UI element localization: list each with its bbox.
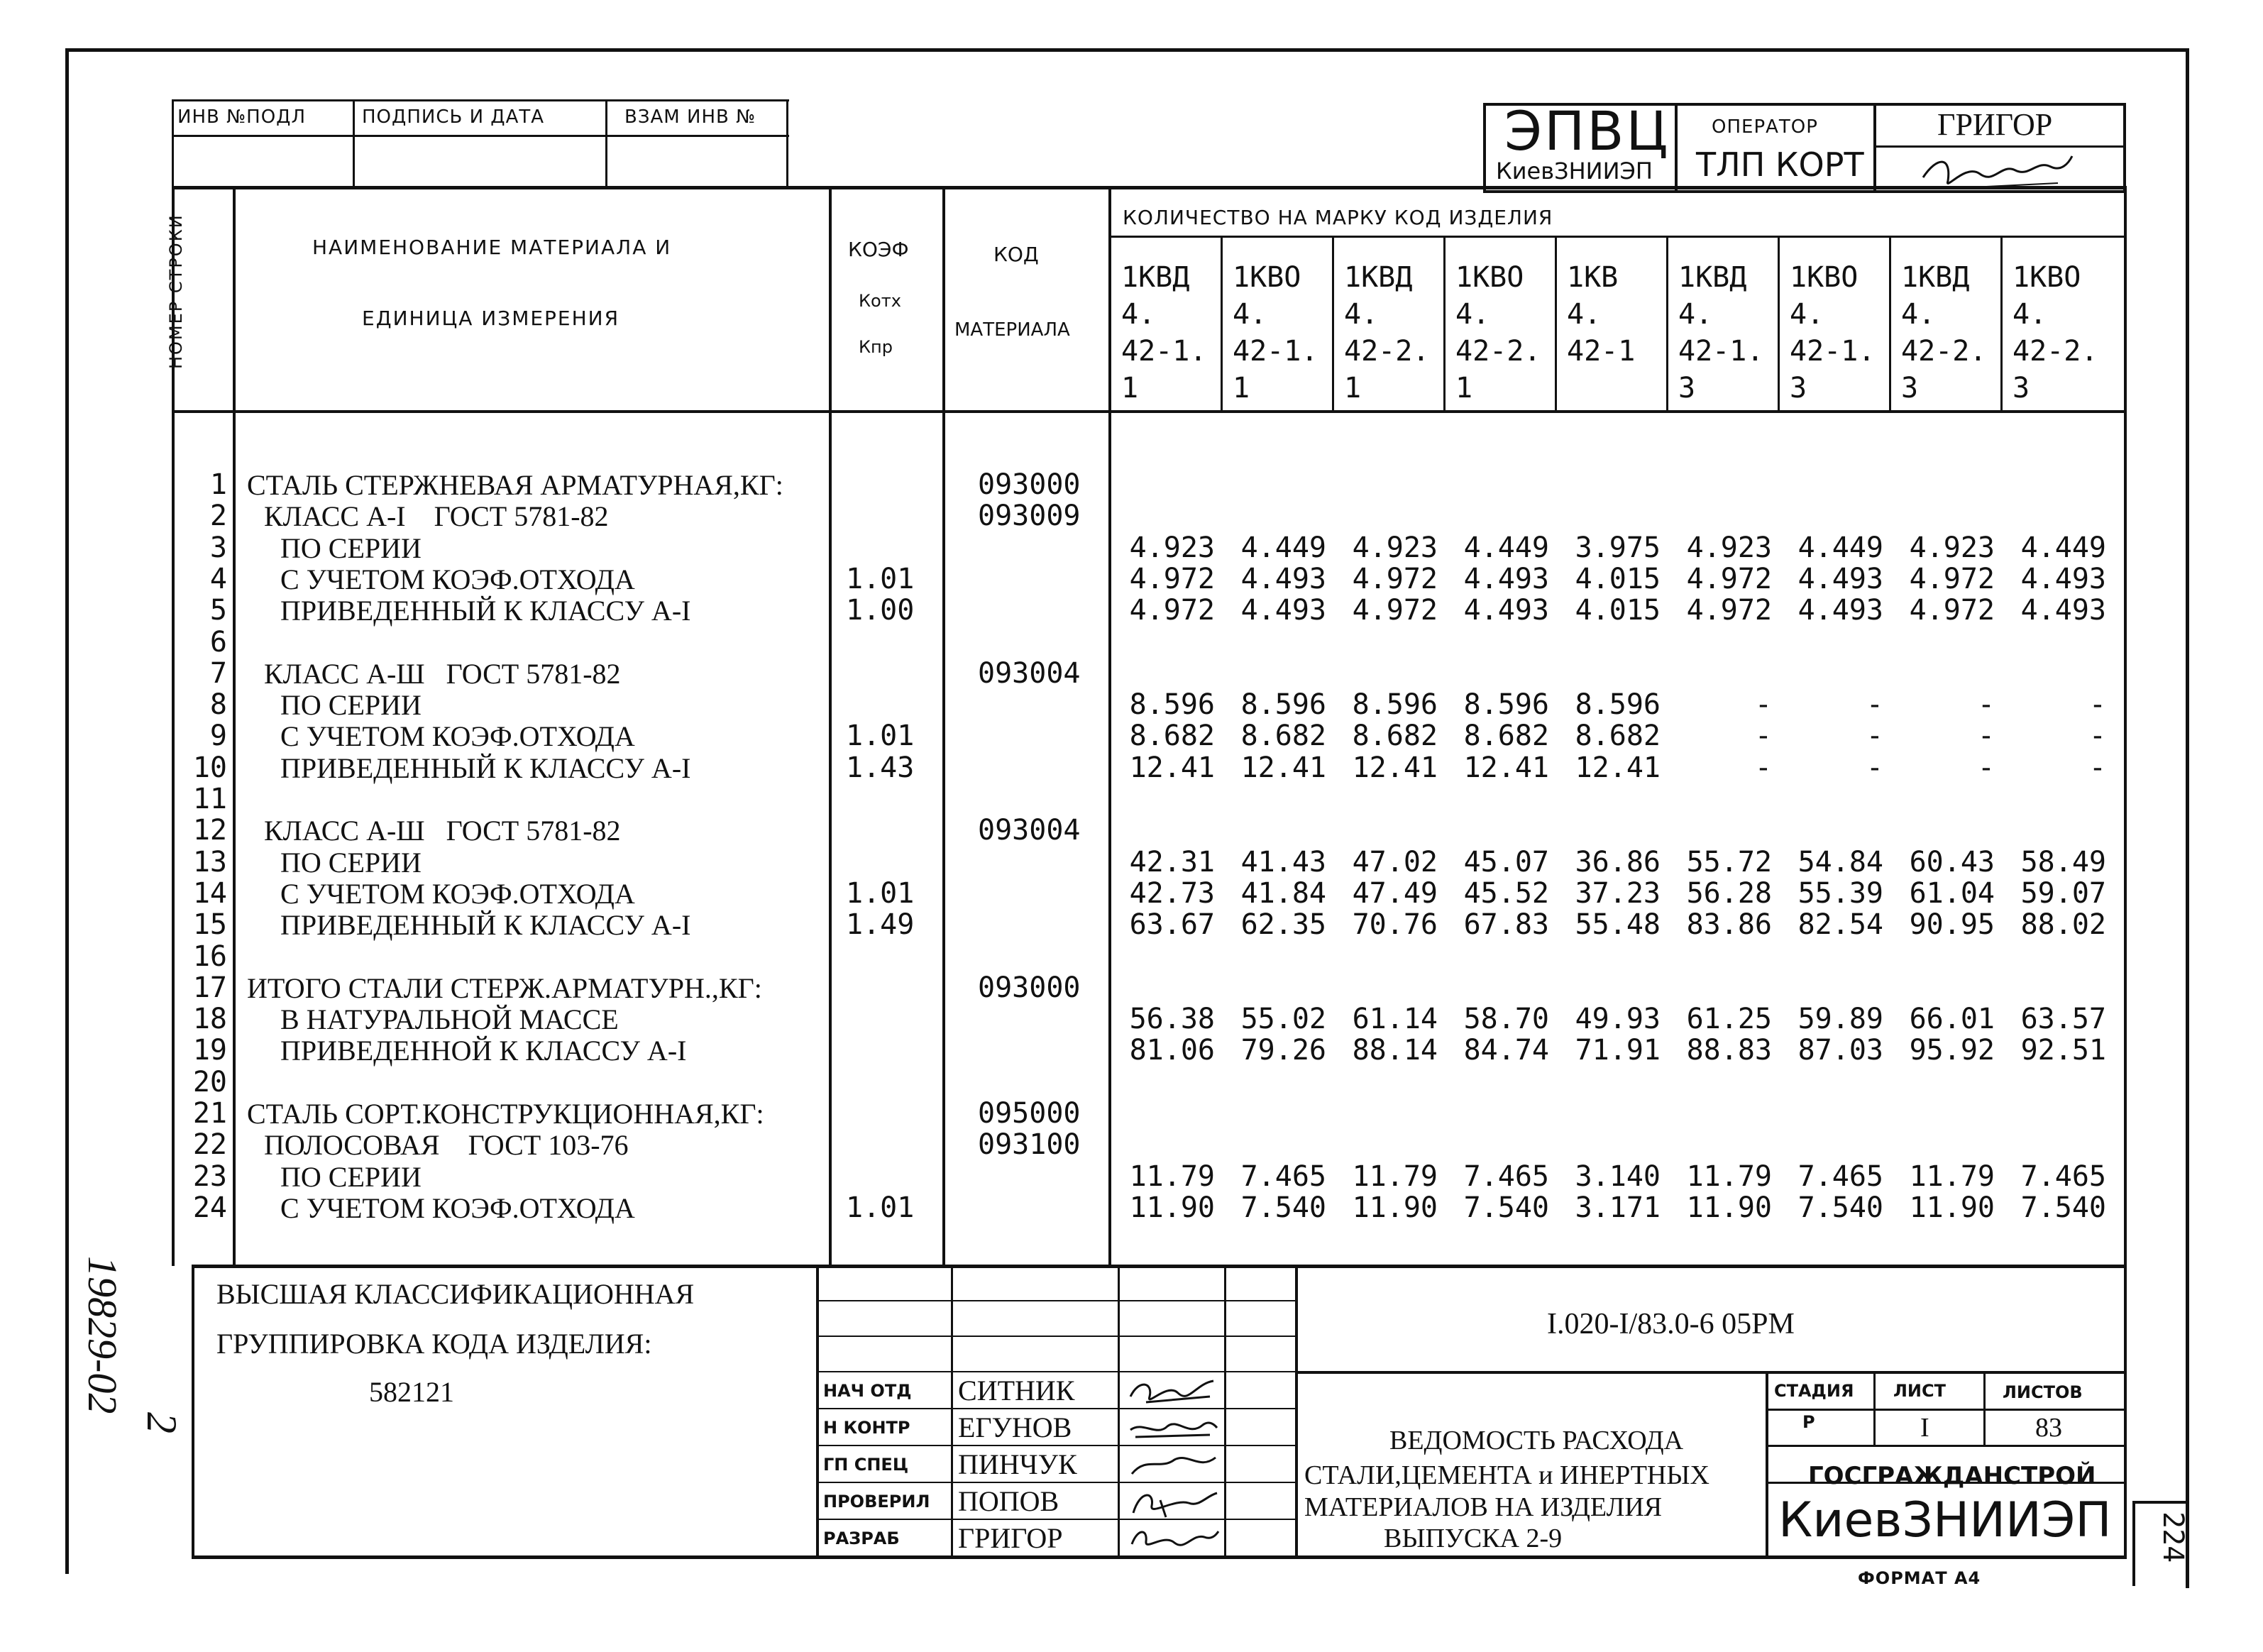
quantity-cell: 41.84 [1240,876,1326,910]
quantity-cell: 36.86 [1575,845,1661,879]
org-epvc: ЭПВЦ [1504,99,1670,163]
coefficient: 1.43 [846,751,915,784]
operator-value: ТЛП КОРТ [1696,145,1864,184]
header-kpr: Кпр [859,337,893,357]
handwritten-signature [1125,1412,1221,1446]
quantity-cell: 87.03 [1797,1034,1883,1067]
quantity-cell: 4.493 [1797,594,1883,627]
quantity-cell: 8.682 [1463,720,1549,753]
stamp-vzam-inv: ВЗАМ ИНВ № [624,106,756,128]
org-institute: КиевЗНИИЭП [1496,158,1653,185]
material-name: КЛАСС А-I ГОСТ 5781-82 [264,500,609,533]
material-name: ПРИВЕДЕННЫЙ К КЛАССУ А-I [280,909,691,942]
sig-name: ПОПОВ [958,1485,1059,1517]
material-code: 093000 [978,468,1081,501]
outer-frame-top [65,48,2187,52]
mark-header: 1КВД 4. 42-1. 3 [1678,261,1764,404]
quantity-cell: 61.25 [1686,1003,1772,1036]
title-line1: ВЕДОМОСТЬ РАСХОДА [1389,1426,1684,1455]
row-number: 20 [192,1065,227,1098]
material-name: С УЧЕТОМ КОЭФ.ОТХОДА [280,1191,635,1224]
material-name: ИТОГО СТАЛИ СТЕРЖ.АРМАТУРН.,КГ: [247,971,762,1004]
quantity-cell: - [1754,751,1772,784]
quantity-cell: 88.14 [1352,1034,1438,1067]
material-name: ПО СЕРИИ [280,1160,422,1193]
quantity-cell: 11.90 [1909,1191,1995,1224]
quantity-cell: - [2088,751,2106,784]
quantity-cell: 7.465 [1797,1160,1883,1193]
quantity-cell: 88.02 [2020,908,2106,942]
handwritten-signature [1125,1449,1221,1483]
quantity-cell: - [1977,720,1995,753]
quantity-cell: 8.596 [1463,688,1549,722]
quantity-cell: 7.540 [2020,1191,2106,1224]
quantity-cell: 49.93 [1575,1003,1661,1036]
quantity-cell: 45.07 [1463,845,1549,879]
operator-name: ГРИГОР [1937,107,2053,142]
quantity-cell: 4.972 [1129,562,1215,595]
quantity-cell: 4.972 [1686,594,1772,627]
row-number: 22 [192,1128,227,1162]
quantity-cell: 42.31 [1129,845,1215,879]
quantity-cell: 61.04 [1909,876,1995,910]
mark-header: 1КВД 4. 42-2. 3 [1901,261,1987,404]
margin-number: 2 [138,1412,185,1433]
quantity-cell: 4.972 [1352,562,1438,595]
coefficient: 1.01 [846,562,915,595]
quantity-cell: 8.596 [1575,688,1661,722]
row-number: 5 [209,594,227,627]
coefficient: 1.01 [846,720,915,753]
sig-name: ГРИГОР [958,1522,1063,1554]
material-name: С УЧЕТОМ КОЭФ.ОТХОДА [280,720,635,753]
material-name: ПО СЕРИИ [280,532,422,564]
title-line2: СТАЛИ,ЦЕМЕНТА и ИНЕРТНЫХ [1304,1460,1709,1490]
mark-header: 1КВО 4. 42-1. 3 [1790,261,1876,404]
sig-role: ГП СПЕЦ [823,1455,909,1475]
quantity-cell: 8.596 [1352,688,1438,722]
quantity-cell: 55.48 [1575,908,1661,942]
quantity-cell: - [1977,751,1995,784]
mark-header: 1КВД 4. 42-2. 1 [1344,261,1430,404]
material-code: 093004 [978,814,1081,847]
format-label: ФОРМАТ А4 [1858,1568,1981,1588]
material-name: КЛАСС А-Ш ГОСТ 5781-82 [264,657,621,690]
page-number: 224 [2157,1511,2189,1563]
quantity-cell: 11.90 [1129,1191,1215,1224]
sheet-value: I [1920,1413,1929,1443]
quantity-cell: 11.79 [1129,1160,1215,1193]
header-qty-title: КОЛИЧЕСТВО НА МАРКУ КОД ИЗДЕЛИЯ [1123,206,1553,229]
quantity-cell: 79.26 [1240,1034,1326,1067]
sheet-label: ЛИСТ [1893,1381,1947,1401]
quantity-cell: - [2088,720,2106,753]
material-name: СТАЛЬ СОРТ.КОНСТРУКЦИОННАЯ,КГ: [247,1098,764,1130]
row-number: 16 [192,940,227,973]
material-name: ПРИВЕДЕННОЙ К КЛАССУ А-I [280,1035,687,1067]
quantity-cell: - [1866,688,1883,722]
quantity-cell: 4.923 [1129,531,1215,564]
quantity-cell: 56.28 [1686,876,1772,910]
quantity-cell: 7.540 [1240,1191,1326,1224]
material-name: ПРИВЕДЕННЫЙ К КЛАССУ А-I [280,751,691,784]
quantity-cell: 47.02 [1352,845,1438,879]
quantity-cell: 4.493 [2020,594,2106,627]
material-name: ПРИВЕДЕННЫЙ К КЛАССУ А-I [280,595,691,627]
sig-role: ПРОВЕРИЛ [823,1492,930,1511]
quantity-cell: 11.90 [1686,1191,1772,1224]
mark-header: 1КВ 4. 42-1 [1567,261,1636,368]
sheets-value: 83 [2035,1413,2062,1443]
row-number: 2 [209,500,227,533]
quantity-cell: 4.923 [1352,531,1438,564]
material-code: 093100 [978,1128,1081,1162]
row-number: 6 [209,625,227,659]
coefficient: 1.01 [846,876,915,910]
title-line3: МАТЕРИАЛОВ НА ИЗДЕЛИЯ [1304,1492,1663,1522]
quantity-cell: 11.79 [1352,1160,1438,1193]
quantity-cell: 95.92 [1909,1034,1995,1067]
quantity-cell: 4.493 [1463,562,1549,595]
material-code: 093004 [978,656,1081,690]
quantity-cell: 12.41 [1575,751,1661,784]
material-name: С УЧЕТОМ КОЭФ.ОТХОДА [280,563,635,595]
sig-name: ЕГУНОВ [958,1411,1072,1443]
quantity-cell: 7.465 [1240,1160,1326,1193]
quantity-cell: 41.43 [1240,845,1326,879]
quantity-cell: 59.89 [1797,1003,1883,1036]
quantity-cell: 4.972 [1129,594,1215,627]
quantity-cell: 4.449 [1240,531,1326,564]
material-code: 095000 [978,1097,1081,1130]
row-number: 23 [192,1160,227,1193]
coefficient: 1.00 [846,594,915,627]
quantity-cell: 8.682 [1352,720,1438,753]
quantity-cell: 71.91 [1575,1034,1661,1067]
quantity-cell: 55.72 [1686,845,1772,879]
quantity-cell: 83.86 [1686,908,1772,942]
quantity-cell: 4.015 [1575,562,1661,595]
quantity-cell: 11.79 [1686,1160,1772,1193]
quantity-cell: 90.95 [1909,908,1995,942]
header-material-line2: ЕДИНИЦА ИЗМЕРЕНИЯ [362,307,620,330]
quantity-cell: 4.493 [1240,562,1326,595]
outer-frame-left [65,48,69,1574]
sig-name: ПИНЧУК [958,1448,1077,1480]
quantity-cell: 58.70 [1463,1003,1549,1036]
quantity-cell: 8.682 [1575,720,1661,753]
quantity-cell: 4.493 [1797,562,1883,595]
quantity-cell: 47.49 [1352,876,1438,910]
quantity-cell: 3.975 [1575,531,1661,564]
quantity-cell: 66.01 [1909,1003,1995,1036]
quantity-cell: 4.015 [1575,594,1661,627]
quantity-cell: 88.83 [1686,1034,1772,1067]
classification-line2: ГРУППИРОВКА КОДА ИЗДЕЛИЯ: [216,1328,652,1360]
row-number: 18 [192,1003,227,1036]
row-number: 3 [209,531,227,564]
row-number: 21 [192,1097,227,1130]
archive-number: 19829-02 [79,1256,126,1414]
title-line4: ВЫПУСКА 2-9 [1384,1524,1563,1553]
quantity-cell: 37.23 [1575,876,1661,910]
quantity-cell: 42.73 [1129,876,1215,910]
row-number: 9 [209,720,227,753]
quantity-cell: - [1866,720,1883,753]
coefficient: 1.49 [846,908,915,942]
stamp-inv-podl: ИНВ №ПОДЛ [177,106,307,128]
header-koef: КОЭФ [848,238,909,261]
material-name: С УЧЕТОМ КОЭФ.ОТХОДА [280,877,635,910]
material-name: СТАЛЬ СТЕРЖНЕВАЯ АРМАТУРНАЯ,КГ: [247,469,783,501]
quantity-cell: 55.39 [1797,876,1883,910]
row-number: 10 [192,751,227,784]
quantity-cell: 11.79 [1909,1160,1995,1193]
header-kod: КОД [993,243,1039,266]
row-number: 24 [192,1191,227,1224]
header-material-code: МАТЕРИАЛА [954,319,1070,341]
stage-label: СТАДИЯ [1774,1381,1854,1401]
quantity-cell: 60.43 [1909,845,1995,879]
header-row-number: НОМЕР СТРОКИ [166,214,186,369]
quantity-cell: 84.74 [1463,1034,1549,1067]
row-number: 17 [192,971,227,1004]
sig-role: РАЗРАБ [823,1529,900,1548]
material-name: ПО СЕРИИ [280,689,422,722]
quantity-cell: - [1754,720,1772,753]
quantity-cell: 7.465 [1463,1160,1549,1193]
row-number: 13 [192,845,227,879]
header-material-line1: НАИМЕНОВАНИЕ МАТЕРИАЛА И [312,236,672,259]
sig-role: Н КОНТР [823,1418,910,1438]
quantity-cell: 12.41 [1129,751,1215,784]
stamp-podpis-data: ПОДПИСЬ И ДАТА [362,106,545,128]
handwritten-signature [1125,1523,1221,1557]
quantity-cell: 4.972 [1352,594,1438,627]
material-name: В НАТУРАЛЬНОЙ МАССЕ [280,1003,619,1036]
quantity-cell: 3.171 [1575,1191,1661,1224]
operator-label: ОПЕРАТОР [1712,116,1818,138]
mark-header: 1КВД 4. 42-1. 1 [1121,261,1207,404]
sig-name: СИТНИК [958,1375,1075,1406]
quantity-cell: 12.41 [1352,751,1438,784]
quantity-cell: 81.06 [1129,1034,1215,1067]
row-number: 14 [192,876,227,910]
quantity-cell: 3.140 [1575,1160,1661,1193]
quantity-cell: - [1754,688,1772,722]
mark-header: 1КВО 4. 42-2. 3 [2013,261,2098,404]
row-number: 1 [209,468,227,501]
quantity-cell: 8.596 [1240,688,1326,722]
quantity-cell: 4.493 [1240,594,1326,627]
quantity-cell: 4.449 [1797,531,1883,564]
material-name: КЛАСС А-Ш ГОСТ 5781-82 [264,815,621,847]
material-code: 093000 [978,971,1081,1004]
quantity-cell: 82.54 [1797,908,1883,942]
handwritten-signature [1125,1486,1221,1520]
quantity-cell: 4.972 [1686,562,1772,595]
mark-header: 1КВО 4. 42-2. 1 [1455,261,1541,404]
quantity-cell: 12.41 [1463,751,1549,784]
material-name: ПОЛОСОВАЯ ГОСТ 103-76 [264,1129,629,1162]
quantity-cell: 63.67 [1129,908,1215,942]
quantity-cell: 63.57 [2020,1003,2106,1036]
stage-value: Р [1802,1412,1815,1432]
outer-frame-right [2186,48,2189,1588]
quantity-cell: - [1866,751,1883,784]
quantity-cell: 55.02 [1240,1003,1326,1036]
quantity-cell: 4.449 [2020,531,2106,564]
quantity-cell: 8.596 [1129,688,1215,722]
quantity-cell: 7.465 [2020,1160,2106,1193]
mark-header: 1КВО 4. 42-1. 1 [1233,261,1318,404]
quantity-cell: 11.90 [1352,1191,1438,1224]
quantity-cell: 7.540 [1463,1191,1549,1224]
sig-role: НАЧ ОТД [823,1381,912,1401]
quantity-cell: - [1977,688,1995,722]
quantity-cell: 4.493 [1463,594,1549,627]
row-number: 19 [192,1034,227,1067]
row-number: 7 [209,656,227,690]
classification-line1: ВЫСШАЯ КЛАССИФИКАЦИОННАЯ [216,1278,695,1310]
row-number: 11 [192,783,227,815]
quantity-cell: 67.83 [1463,908,1549,942]
header-kotx: Котх [859,291,901,311]
quantity-cell: 58.49 [2020,845,2106,879]
quantity-cell: 45.52 [1463,876,1549,910]
quantity-cell: 54.84 [1797,845,1883,879]
operator-signature [1916,149,2079,199]
row-number: 8 [209,688,227,722]
quantity-cell: 4.449 [1463,531,1549,564]
material-code: 093009 [978,500,1081,533]
quantity-cell: 70.76 [1352,908,1438,942]
document-code: I.020-I/83.0-6 05РМ [1547,1308,1795,1340]
quantity-cell: 59.07 [2020,876,2106,910]
quantity-cell: 7.540 [1797,1191,1883,1224]
classification-code: 582121 [369,1376,454,1408]
row-number: 4 [209,562,227,595]
quantity-cell: 4.493 [2020,562,2106,595]
quantity-cell: 4.923 [1686,531,1772,564]
quantity-cell: 8.682 [1240,720,1326,753]
quantity-cell: 12.41 [1240,751,1326,784]
handwritten-signature [1125,1375,1221,1409]
quantity-cell: 8.682 [1129,720,1215,753]
quantity-cell: 4.972 [1909,594,1995,627]
sheets-label: ЛИСТОВ [2003,1382,2083,1402]
quantity-cell: 61.14 [1352,1003,1438,1036]
row-number: 12 [192,814,227,847]
quantity-cell: 4.923 [1909,531,1995,564]
coefficient: 1.01 [846,1191,915,1224]
quantity-cell: 62.35 [1240,908,1326,942]
quantity-cell: - [2088,688,2106,722]
material-name: ПО СЕРИИ [280,846,422,879]
quantity-cell: 56.38 [1129,1003,1215,1036]
org-kievzniiep: КиевЗНИИЭП [1778,1492,2112,1548]
row-number: 15 [192,908,227,942]
quantity-cell: 4.972 [1909,562,1995,595]
org-gosgrazhdanstroy: ГОСГРАЖДАНСТРОЙ [1808,1462,2096,1490]
quantity-cell: 92.51 [2020,1034,2106,1067]
